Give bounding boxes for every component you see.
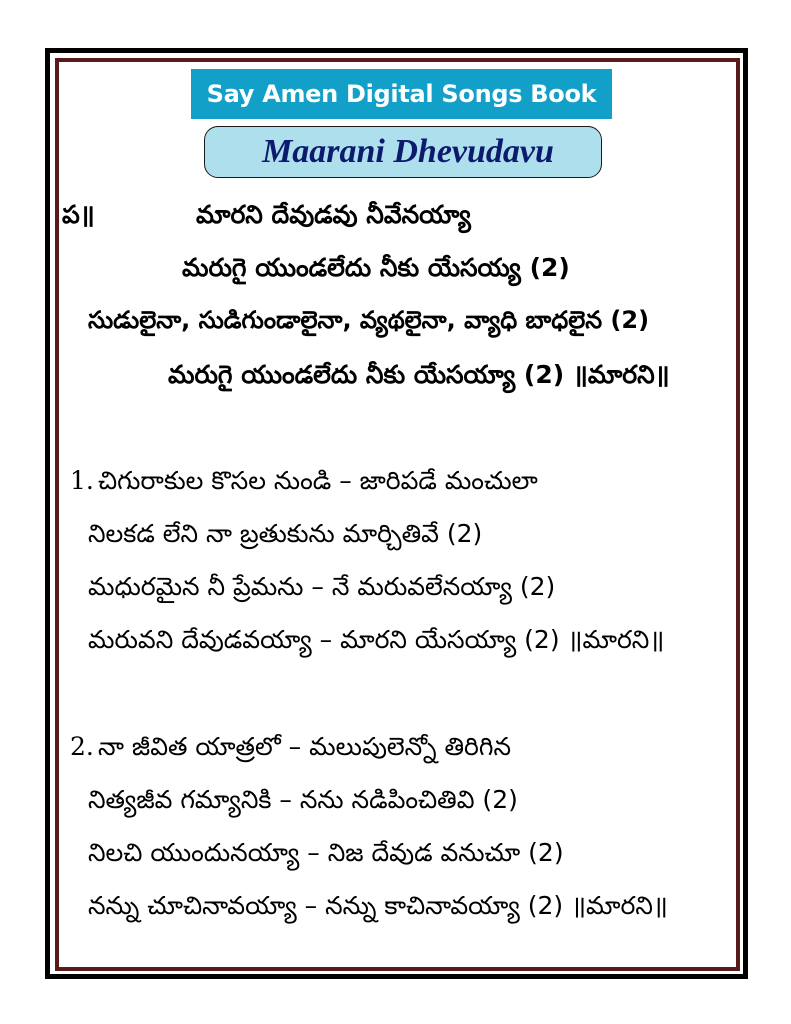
stanza-1-line-1: చిగురాకుల కొసల నుండి – జారిపడే మంచులా <box>98 466 538 495</box>
pallavi-line-3: సుడులైనా, సుడిగుండాలైనా, వ్యథలైనా, వ్యాధి బాధలైన (2) <box>88 306 650 334</box>
stanza-1-number: 1. <box>70 466 94 495</box>
stanza-2-line-3: నిలచి యుందునయ్యా – నిజ దేవుడ వనుచూ (2) <box>88 838 564 867</box>
stanza-2-line-4: నన్ను చూచినావయ్యా – నన్ను కాచినావయ్యా (2) ॥మారని॥ <box>88 891 668 920</box>
song-title-box <box>204 126 602 178</box>
pallavi-line-4: మరుగై యుండలేదు నీకు యేసయ్యా (2) ॥మారని॥ <box>168 360 670 389</box>
banner-text: Say Amen Digital Songs Book <box>206 80 597 108</box>
songbook-banner <box>191 69 612 119</box>
stanza-2-number: 2. <box>70 732 94 761</box>
pallavi-marker: ప॥ <box>62 200 95 229</box>
stanza-1-line-2: నిలకడ లేని నా బ్రతుకును మార్చితివే (2) <box>88 519 483 548</box>
stanza-2-line-1: నా జీవిత యాత్రలో – మలుపులెన్నో తిరిగిన <box>98 732 512 761</box>
song-title: Maarani Dhevudavu <box>262 133 554 170</box>
pallavi-line-2: మరుగై యుండలేదు నీకు యేసయ్య (2) <box>182 253 570 282</box>
pallavi-line-1: మారని దేవుడవు నీవేనయ్యా <box>196 200 471 229</box>
stanza-1-line-4: మరువని దేవుడవయ్యా – మారని యేసయ్యా (2) ॥మారని॥ <box>88 625 665 654</box>
stanza-2-line-2: నిత్యజీవ గమ్యానికి – నను నడిపించితివి (2) <box>88 785 518 814</box>
inner-page-border <box>55 58 740 971</box>
stanza-1-line-3: మధురమైన నీ ప్రేమను – నే మరువలేనయ్యా (2) <box>88 572 556 601</box>
